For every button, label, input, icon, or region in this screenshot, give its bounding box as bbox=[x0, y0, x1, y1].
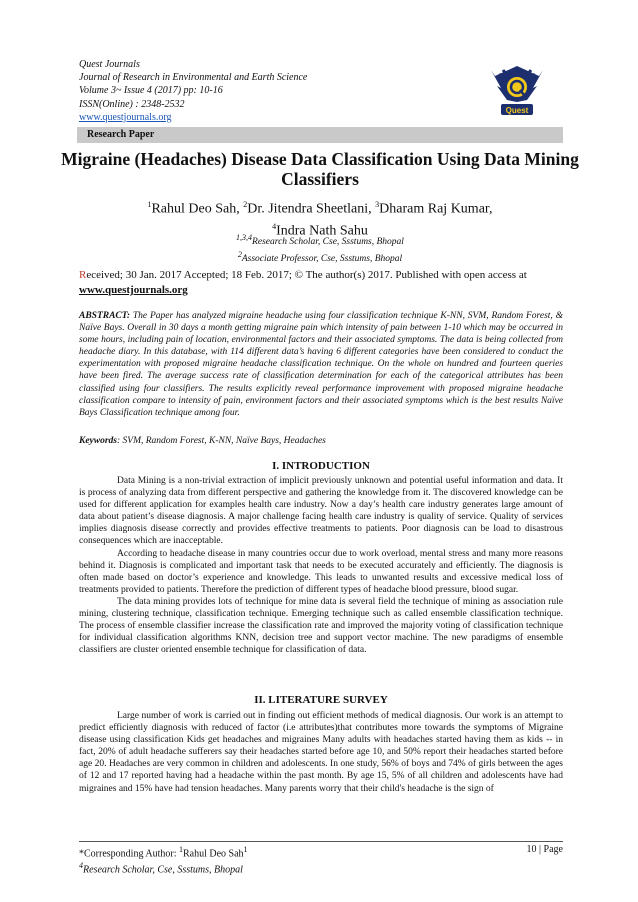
abstract-text: The Paper has analyzed migraine headache using four classification technique K-NN, SVM, Random Forest, & Naïve Bays. Overall in 30 days a month getting migraine pain which intensity of pain between 1-10 which may be occurred in some hours, including pain of location, environmental factors and their associated symptoms. The data is being collected from headache diary. In this database, with 114 different data’s having 6 different categories have been considered to conduct the experimentation with proposed migraine headache classification technique. On the whole on hundred and fourteen queries have been fired. The average success rate of classification determination for each of the categorical attributes has been classified using four classifiers. The results explicitly reveal performance improvement with proposed migraine headache classification compare to intensity of pain, environment factors and their associated symptoms which is the best results Naïve Bays Classification technique among four. bbox=[79, 311, 564, 418]
dates-text: eceived; 30 Jan. 2017 Accepted; 18 Feb. 2017; © The author(s) 2017. Published with open access at bbox=[86, 269, 527, 281]
publisher-link[interactable]: www.questjournals.org bbox=[79, 284, 188, 296]
affiliation-2: Associate Professor, Cse, Ssstums, Bhopal bbox=[241, 253, 403, 264]
logo-text: Quest bbox=[505, 106, 529, 115]
journal-url-link[interactable]: www.questjournals.org bbox=[79, 111, 172, 123]
dates-first-letter: R bbox=[79, 269, 87, 281]
journal-header bbox=[79, 58, 399, 124]
journal-issn: ISSN(Online) : 2348-2532 bbox=[79, 98, 185, 110]
paragraph: According to headache disease in many countries occur due to work overload, mental stress and many more reasons behind it. Diagnosis is complicated and important task that needs to be executed accurately and efficiently. The diagnosis is often made based on doctor’s experience and knowledge. This leads to unwanted results and excessive medical loss of treatments provided to patients. Therefore the prediction of different types of headache blood pressure, blood sugar. bbox=[79, 548, 563, 595]
footnote-affiliation: Research Scholar, Cse, Ssstums, Bhopal bbox=[83, 864, 243, 876]
paragraph: Data Mining is a non-trivial extraction of implicit previously unknown and potential useful information and data. It is process of analyzing data from different perspective and gathering the knowledge from it. The discovered knowledge can be used for different application for examples health care industry. Now a day’s health care industry generates large amount of data about patient’s disease diagnosis. A major challenge facing health care industry is quality of service. Quality of services implies diagnosis disease correctly and provides effective treatments to patients. Poor diagnosis can be load to disastrous consequences which are inacceptable. bbox=[79, 476, 563, 547]
corresponding-label: *Corresponding Author: bbox=[79, 848, 179, 860]
section-heading-introduction: I. INTRODUCTION bbox=[272, 460, 370, 472]
abstract bbox=[79, 310, 563, 419]
literature-body bbox=[79, 710, 563, 795]
authors-line2: Indra Nath Sahu bbox=[276, 223, 368, 239]
keywords-text: : SVM, Random Forest, K-NN, Naïve Bays, Headaches bbox=[117, 436, 326, 446]
section-band bbox=[77, 127, 563, 143]
section-heading-literature: II. LITERATURE SURVEY bbox=[254, 694, 388, 706]
introduction-body bbox=[79, 475, 563, 656]
abstract-label: ABSTRACT: bbox=[79, 311, 131, 321]
footnote: *Corresponding Author: $^1$Rahul Deo Sah$^1$ $^4$Research Scholar, Cse, Ssstums, Bhopal bbox=[79, 845, 248, 876]
page-number: 10 | Page bbox=[526, 844, 563, 855]
paragraph: The data mining provides lots of technique for mine data is several field the technique of mining as association rule mining, clustering technique, classification technique. Emerging technique such as called ensemble classification technique. The process of ensemble classifier increase the classification rate and improved the majority voting of classification technique for individual classification algorithms KNN, decision tree and support vector machine. The new paradigms of ensemble classifiers are cluster oriented ensemble technique for classification of data. bbox=[79, 596, 563, 656]
quest-logo-icon bbox=[487, 62, 547, 122]
dates-line bbox=[79, 268, 563, 298]
paragraph: Large number of work is carried out in finding out efficient methods of medical diagnosis. Our work is an attempt to predict efficiently diagnosis with reduced of factor (i.e attributes)that contributes more towards the symptoms of Migraine disease using classification Kids get headaches and migraines Many adults with headaches started having them as kids -- in fact, 20% of adult headache sufferers say their headaches started before age 10, and 50% report their headaches started before age 20. Headaches are very common in children and adolescents. In one study, 56% of boys and 74% of girls between the ages of 12 and 17 reported having had a headache within the past month. By age 15, 5% of all children and adolescents have had migraines and 15% have had tension headaches. Many parents worry that their child's headache is the sign of bbox=[79, 711, 563, 794]
footer-divider bbox=[79, 841, 563, 842]
keywords bbox=[79, 436, 563, 446]
journal-title: Journal of Research in Environmental and Earth Science bbox=[79, 72, 308, 84]
keywords-label: Keywords bbox=[79, 436, 117, 446]
corresponding-name: Rahul Deo Sah bbox=[183, 848, 244, 860]
journal-name: Quest Journals bbox=[79, 59, 140, 70]
paper-title: Migraine (Headaches) Disease Data Classification Using Data Mining Classifiers bbox=[61, 149, 579, 189]
section-label: Research Paper bbox=[87, 129, 155, 140]
authors: $^1$Rahul Deo Sah, $^2$Dr. Jitendra Sheetlani, $^3$Dharam Raj Kumar, $^4$Indra Nath Sahu bbox=[147, 200, 493, 239]
affiliations: $^{1,3,4}$Research Scholar, Cse, Ssstums, Bhopal $^2$Associate Professor, Cse, Ssstums, Bhopal bbox=[236, 233, 404, 264]
journal-volume: Volume 3~ Issue 4 (2017) pp: 10-16 bbox=[79, 85, 223, 97]
affiliation-1: Research Scholar, Cse, Ssstums, Bhopal bbox=[252, 237, 404, 248]
